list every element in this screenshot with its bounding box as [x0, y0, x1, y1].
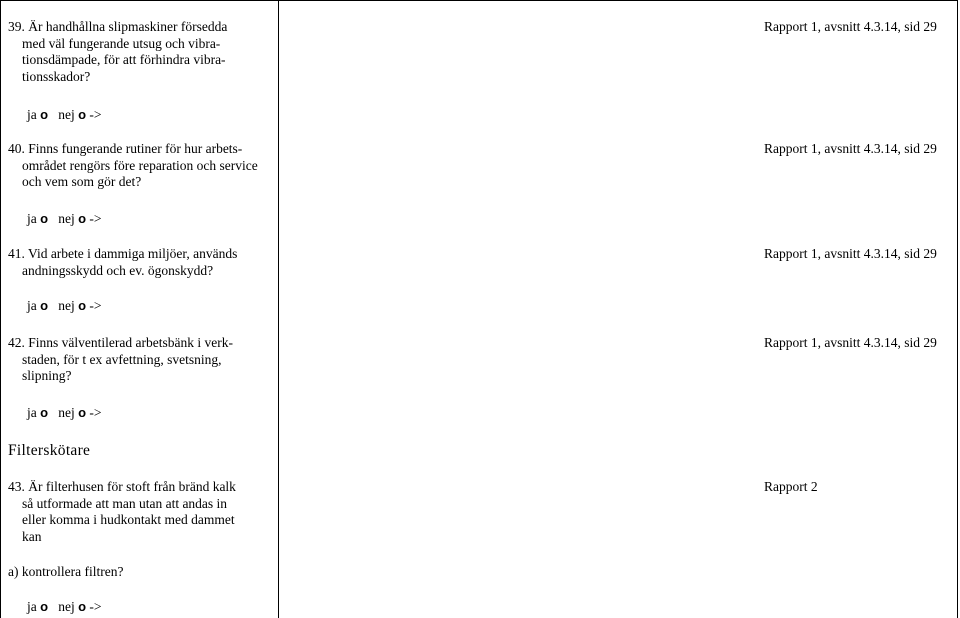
answer-ja-label: ja — [27, 405, 37, 420]
question-line: tionsdämpade, för att förhindra vibra- — [22, 52, 226, 67]
answer-nej-label: nej — [58, 298, 75, 313]
question-line: med väl fungerande utsug och vibra- — [22, 35, 221, 51]
reference-42: Rapport 1, avsnitt 4.3.14, sid 29 — [764, 335, 937, 350]
question-line: 40. Finns fungerande rutiner för hur arbets- — [8, 141, 243, 156]
answer-nej-checkbox[interactable]: o — [78, 405, 87, 420]
answer-arrow: -> — [89, 599, 102, 614]
answer-ja-checkbox[interactable]: o — [40, 599, 49, 614]
reference-39: Rapport 1, avsnitt 4.3.14, sid 29 — [764, 19, 937, 34]
column-divider — [278, 0, 279, 618]
answer-nej-checkbox[interactable]: o — [78, 107, 87, 122]
answer-ja-checkbox[interactable]: o — [40, 298, 49, 313]
answer-row-41 — [27, 298, 102, 314]
question-line: tionsskador? — [22, 68, 91, 84]
reference-41: Rapport 1, avsnitt 4.3.14, sid 29 — [764, 246, 937, 261]
question-line: så utformade att man utan att andas in — [22, 495, 228, 511]
question-line: 41. Vid arbete i dammiga miljöer, används — [8, 246, 238, 261]
answer-nej-checkbox[interactable]: o — [78, 298, 87, 313]
answer-arrow: -> — [89, 107, 102, 122]
answer-arrow: -> — [89, 211, 102, 226]
answer-nej-label: nej — [58, 211, 75, 226]
reference-43: Rapport 2 — [764, 479, 818, 494]
answer-nej-label: nej — [58, 405, 75, 420]
answer-nej-label: nej — [58, 599, 75, 614]
reference-40: Rapport 1, avsnitt 4.3.14, sid 29 — [764, 141, 937, 156]
question-line: kan — [22, 528, 42, 544]
answer-ja-checkbox[interactable]: o — [40, 405, 49, 420]
answer-nej-checkbox[interactable]: o — [78, 211, 87, 226]
answer-arrow: -> — [89, 298, 102, 313]
answer-arrow: -> — [89, 405, 102, 420]
table-border-left — [0, 0, 1, 618]
table-border-right — [957, 0, 958, 618]
question-line: 42. Finns välventilerad arbetsbänk i verk- — [8, 335, 233, 350]
question-line: andningsskydd och ev. ögonskydd? — [22, 262, 214, 278]
answer-row-39 — [27, 107, 102, 123]
answer-ja-label: ja — [27, 599, 37, 614]
question-42 — [8, 335, 276, 385]
question-line: staden, för t ex avfettning, svetsning, — [22, 351, 222, 367]
question-43 — [8, 479, 276, 545]
section-heading: Filterskötare — [8, 442, 91, 459]
answer-ja-label: ja — [27, 298, 37, 313]
answer-ja-checkbox[interactable]: o — [40, 107, 49, 122]
question-line: eller komma i hudkontakt med dammet — [22, 512, 235, 527]
answer-nej-checkbox[interactable]: o — [78, 599, 87, 614]
answer-row-43 — [27, 599, 102, 615]
table-border-top — [0, 0, 958, 1]
question-line: 39. Är handhållna slipmaskiner försedda — [8, 19, 228, 34]
question-line: och vem som gör det? — [22, 174, 142, 189]
answer-row-42 — [27, 405, 102, 421]
answer-ja-checkbox[interactable]: o — [40, 211, 49, 226]
question-39 — [8, 19, 276, 85]
sub-item-a: a) kontrollera filtren? — [8, 564, 124, 579]
question-line: slipning? — [22, 368, 72, 383]
answer-nej-label: nej — [58, 107, 75, 122]
answer-ja-label: ja — [27, 107, 37, 122]
answer-row-40 — [27, 211, 102, 227]
question-41 — [8, 246, 276, 279]
question-40 — [8, 141, 276, 191]
question-line: området rengörs före reparation och service — [22, 157, 258, 173]
question-line: 43. Är filterhusen för stoft från bränd kalk — [8, 479, 236, 494]
answer-ja-label: ja — [27, 211, 37, 226]
